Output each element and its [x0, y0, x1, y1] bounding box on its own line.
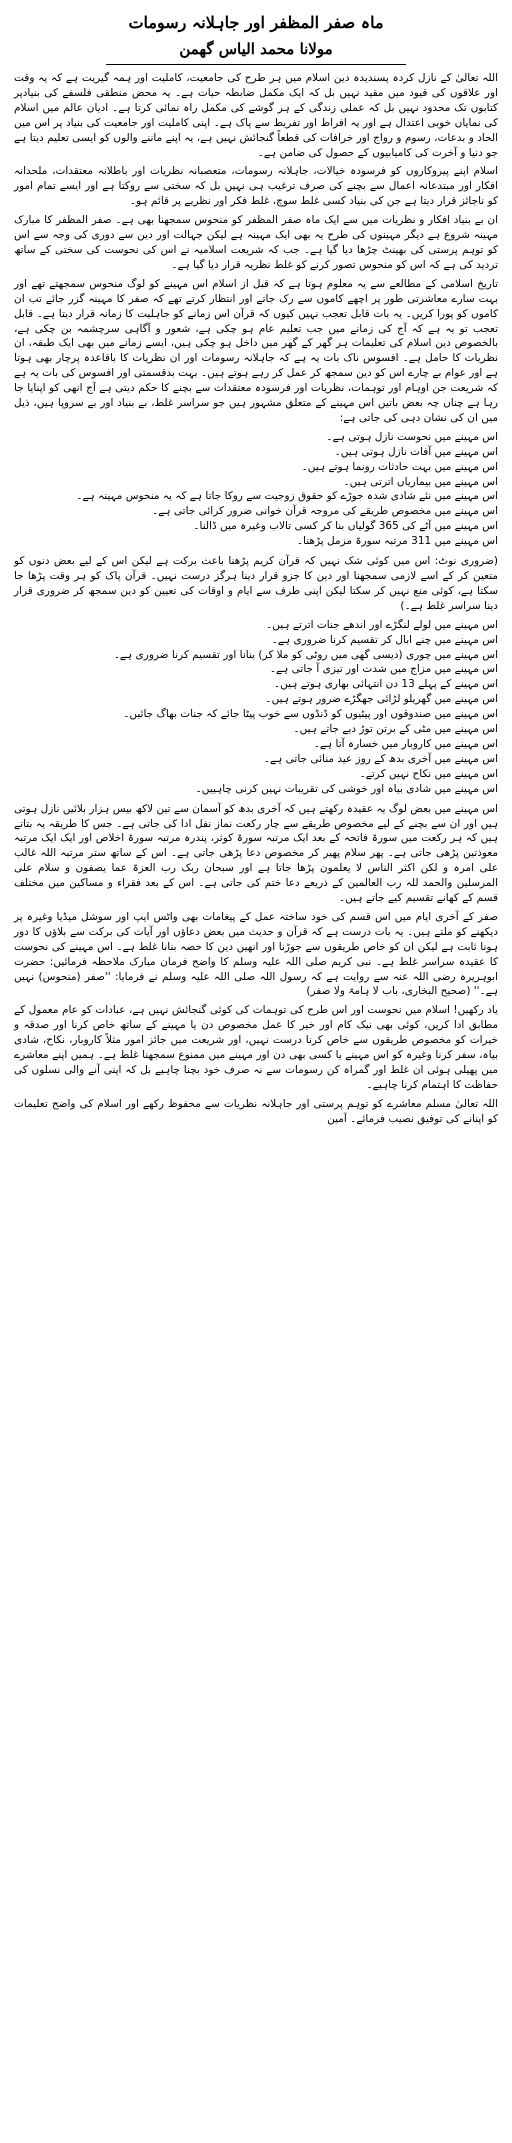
- belief-item: اس مہینے میں مٹی کے برتن توڑ دیے جاتے ہیں۔: [293, 723, 498, 736]
- belief-item: اس مہینے میں 311 مرتبہ سورۃ مزمل پڑھنا۔: [296, 535, 498, 548]
- belief-item: اس مہینے میں مخصوص طریقے کی مروجہ قرآن خوانی ضرور کرائی جاتی ہے۔: [152, 505, 498, 518]
- belief-item: اس مہینے میں نکاح نہیں کرتے۔: [359, 767, 498, 780]
- paragraph: اللہ تعالیٰ کے نازل کردہ پسندیدہ دین اسلام میں ہر طرح کی جامعیت، کاملیت اور ہمہ گیریت ہے کہ یہ وقت اور علاقوں کی قیود میں مقید نہیں بل کہ ایک مکمل ضابطہ حیات ہے۔ یہ محض منطقی فلسفے کی بنیادپر کتابوں تک محدود نہیں بل کہ عملی زندگی کے ہر گوشے کی مکمل راہ نمائی کرتا ہے۔ ادیان عالم میں اسلام کی نمایاں خوبی اعتدال ہے اور یہ افراط اور تفریط سے پاک ہے۔ اپنی کاملیت اور جامعیت کی بنیاد پر اس میں الحاد و بدعات، رسوم و رواج اور خرافات کی قطعاً گنجائش نہیں ہے، یہ اپنے ماننے والوں کو ایسی تعلیم دیتا ہے جو دنیا و آخرت کی کامیابیوں کے حصول کی ضامن ہے۔: [14, 72, 498, 159]
- important-note: (ضروری نوٹ: اس میں کوئی شک نہیں کہ قرآن کریم پڑھنا باعث برکت ہے لیکن اس کے لیے بعض دنوں کو متعین کر کے اسے لازمی سمجھنا اور دین کا جزو قرار دینا ہرگز درست نہیں۔ قرآن پاک کو ہر وقت پڑھا جا سکتا ہے، کوئی منع نہیں کر سکتا لیکن اپنی طرف سے ایام و اوقات کی تعیین کو دین سمجھ کر ضروری قرار دینا سراسر غلط ہے۔): [14, 555, 498, 612]
- belief-item: اس مہینے میں آفات نازل ہوتی ہیں۔: [334, 445, 498, 458]
- belief-item: اس مہینے میں آخری بدھ کے روز عید منائی جاتی ہے۔: [263, 752, 498, 765]
- paragraph: ان بے بنیاد افکار و نظریات میں سے ایک ماہ صفر المظفر کو منحوس سمجھنا بھی ہے۔ صفر المظفر کا مبارک مہینہ شروع ہے دیگر مہینوں کی طرح یہ بھی ایک مہینہ ہے لیکن جہالت اور دین سے دوری کی وجہ سے اس کو توہم پرستی کی بھینٹ چڑھا دیا گیا ہے۔ جب کہ شریعت اسلامیہ نے اس کی نحوست کی سختی کے ساتھ تردید کی ہے کہ اس کو منحوس تصور کرنے کو غلط نظریہ قرار دیا گیا ہے۔: [14, 214, 498, 271]
- belief-item: اس مہینے میں شادی بیاہ اور خوشی کی تقریبات نہیں کرنی چاہییں۔: [195, 782, 498, 795]
- paragraph: اسلام اپنے پیروکاروں کو فرسودہ خیالات، جاہلانہ رسومات، متعصبانہ نظریات اور باطلانہ معتقدات، ملحدانہ افکار اور مبتدعانہ اعمال سے بچنے کی صرف ترغیب ہی نہیں بل کہ سختی سے روکتا ہے اور ایسے تمام امور کو ناجائز قرار دیتا ہے جن کی بنیاد کسی غلط سوچ، غلط فکر اور نظریے پر قائم ہو۔: [14, 165, 498, 208]
- belief-item: اس مہینے میں مزاج میں شدت اور تیزی آ جاتی ہے۔: [269, 663, 498, 676]
- belief-item: اس مہینے میں گھریلو لڑائی جھگڑے ضرور ہوتے ہیں۔: [265, 693, 498, 706]
- belief-item: اس مہینے میں کاروبار میں خسارہ آتا ہے۔: [313, 737, 498, 750]
- paragraph: تاریخ اسلامی کے مطالعے سے یہ معلوم ہوتا ہے کہ قبل از اسلام اس مہینے کو لوگ منحوس سمجھتے تھے اور بہت سارے معاشرتی طور پر اچھے کاموں سے رک جاتے اور انتظار کرتے تھے کہ صفر کا مہینہ گزر جائے تب ان کاموں کو پورا کریں۔ یہ بات قابل تعجب نہیں کیوں کہ قرآن اس زمانے کو جاہلیت کا زمانہ قرار دیتا ہے۔ قابل تعجب تو یہ ہے کہ آج کی زمانے میں جب تعلیم عام ہو چکی ہے، شعور و آگاہی سرچشمہ بن چکی ہے، بالخصوص دین اسلام کی تعلیمات ہر گھر کے گھر میں داخل ہو چکی ہیں، ایسے زمانے میں بھی ایک طبقہ، ان نظریات کا حامل ہے۔ افسوس ناک بات یہ ہے کہ جاہلانہ رسومات اور ان نظریات کا باقاعدہ پرچار بھی ہوتا ہے اور عوام بے چارے اس کو دین سمجھ کر عمل کر رہے ہوتے ہیں۔ بہت بدقسمتی اور افسوس کی بات یہ ہے کہ شریعت جن اوہام اور توہمات، نظریات اور فرسودہ معتقدات سے بچنے کا حکم دیتی ہے آج انھی کو اپنایا جا رہا ہے چناں چہ بعض باتیں اس مہینے کے متعلق مشہور ہیں جو سراسر غلط، بے بنیاد اور بے سروپا ہیں، ذیل میں ان کی نشان دہی کی جاتی ہے:: [14, 277, 498, 424]
- belief-item: اس مہینے میں نئے شادی شدہ جوڑے کو حقوق زوجیت سے روکا جاتا ہے کہ یہ منحوس مہینہ ہے۔: [76, 490, 498, 503]
- belief-item: اس مہینے میں آٹے کی 365 گولیاں بنا کر کسی تالاب وغیرہ میں ڈالنا۔: [193, 520, 498, 533]
- belief-item: اس مہینے میں لولے لنگڑے اور اندھے جنات اترتے ہیں۔: [266, 618, 498, 631]
- belief-item: اس مہینے میں بیماریاں اترتی ہیں۔: [343, 475, 498, 488]
- belief-item: اس مہینے میں چنے ابال کر تقسیم کرنا ضروری ہے۔: [271, 633, 498, 646]
- closing-prayer: اللہ تعالیٰ مسلم معاشرے کو توہم پرستی اور جاہلانہ نظریات سے محفوظ رکھے اور اسلام کی واضح تعلیمات کو اپنانے کی توفیق نصیب فرمائے۔ آمین: [14, 1097, 498, 1125]
- paragraph: یاد رکھیں! اسلام میں نحوست اور اس طرح کی توہمات کی کوئی گنجائش نہیں ہے، عبادات کو عام معمول کے مطابق ادا کریں، کوئی بھی نیک کام اور خیر کا عمل مخصوص دن یا مہینے کے ساتھ خاص کرنا اور صدقہ و خیرات کو مخصوص طریقوں سے خاص کرنا درست نہیں، اور شریعت میں جائز امور مثلاً کاروبار، نکاح، شادی بیاہ، سفر کرنا وغیرہ کو اس مہینے یا کسی بھی دن اور مہینے میں ممنوع سمجھنا غلط ہے۔ ہمیں اپنے معاشرے میں پھیلی ہوئی ان غلط اور گمراہ کن رسومات سے نہ صرف خود بچنا چاہیے بل کہ اپنی آنے والی نسلوں کی حفاظت کا اہتمام کرنا چاہیے۔: [14, 1004, 498, 1091]
- article-title: ماہ صفر المظفر اور جاہلانہ رسومات: [128, 13, 384, 32]
- belief-item: اس مہینے میں چوری (دیسی گھی میں روٹی کو ملا کر) بنانا اور تقسیم کرنا ضروری ہے۔: [113, 648, 498, 661]
- paragraph: صفر کے آخری ایام میں اس قسم کی خود ساختہ عمل کے پیغامات بھی واٹس ایپ اور سوشل میڈیا وغیرہ پر دیکھنے کو ملتے ہیں۔ یہ بات درست ہے کہ قرآن و حدیث میں بعض دعاؤں اور آیات کی برکت سے بلاؤں کا دور ہونا ثابت ہے لیکن ان کو خاص طریقوں سے جوڑنا اور انھیں دین کا حصہ بنانا غلط ہے۔ اس مہینے کی نحوست کا عقیدہ سراسر غلط ہے۔ نبی کریم صلی اللہ علیہ وسلم کا واضح فرمان مبارک ملاحظہ فرمائیں: حضرت ابوہریرہ رضی اللہ عنہ سے روایت ہے کہ رسول اللہ صلی اللہ علیہ وسلم نے فرمایا: ''صفر (منحوس) نہیں ہے۔'' (صحیح البخاری، باب لا ہامۃ ولا صفر): [14, 910, 498, 998]
- belief-item: اس مہینے کے پہلے 13 دن انتہائی بھاری ہوتے ہیں۔: [273, 678, 498, 691]
- belief-item: اس مہینے میں صندوقوں اور پیٹیوں کو ڈنڈوں سے خوب پیٹا جائے کہ جنات بھاگ جائیں۔: [123, 708, 498, 721]
- author-byline: مولانا محمد الیاس گھمن: [179, 40, 333, 58]
- article: [14, 6, 498, 1131]
- belief-item: اس مہینے میں نحوست نازل ہوتی ہے۔: [326, 430, 498, 443]
- paragraph: اس مہینے میں بعض لوگ یہ عقیدہ رکھتے ہیں کہ آخری بدھ کو آسمان سے تین لاکھ بیس ہزار بلائیں نازل ہوتی ہیں اور ان سے بچنے کے لیے مخصوص طریقے سے چار رکعت نماز نفل ادا کی جاتی ہے۔ جس کا طریقہ یہ بتاتے ہیں کہ ہر رکعت میں سورۃ فاتحہ کے بعد ایک مرتبہ سورۃ کوثر، پندرہ مرتبہ سورۃ اخلاص اور ایک ایک مرتبہ معوذتین پڑھی جاتی ہے۔ پھر سلام پھیر کر مخصوص دعا پڑھی جاتی ہے۔ اس کے ساتھ ستر مرتبہ اللہ غالب علی امرہ و لکن اکثر الناس لا یعلمون پڑھا جاتا ہے اور سبحان ربک رب العزۃ عما یصفون و سلام علی المرسلین والحمد للہ رب العالمین کے ذریعے دعا ختم کی جاتی ہے۔ اس کے بعد فقراء و مساکین میں مختلف قسم کے کھانے تقسیم کیے جاتے ہیں۔: [14, 802, 498, 905]
- article-body: [14, 71, 498, 1127]
- belief-item: اس مہینے میں بہت حادثات رونما ہوتے ہیں۔: [301, 460, 498, 473]
- title-divider: [106, 64, 406, 65]
